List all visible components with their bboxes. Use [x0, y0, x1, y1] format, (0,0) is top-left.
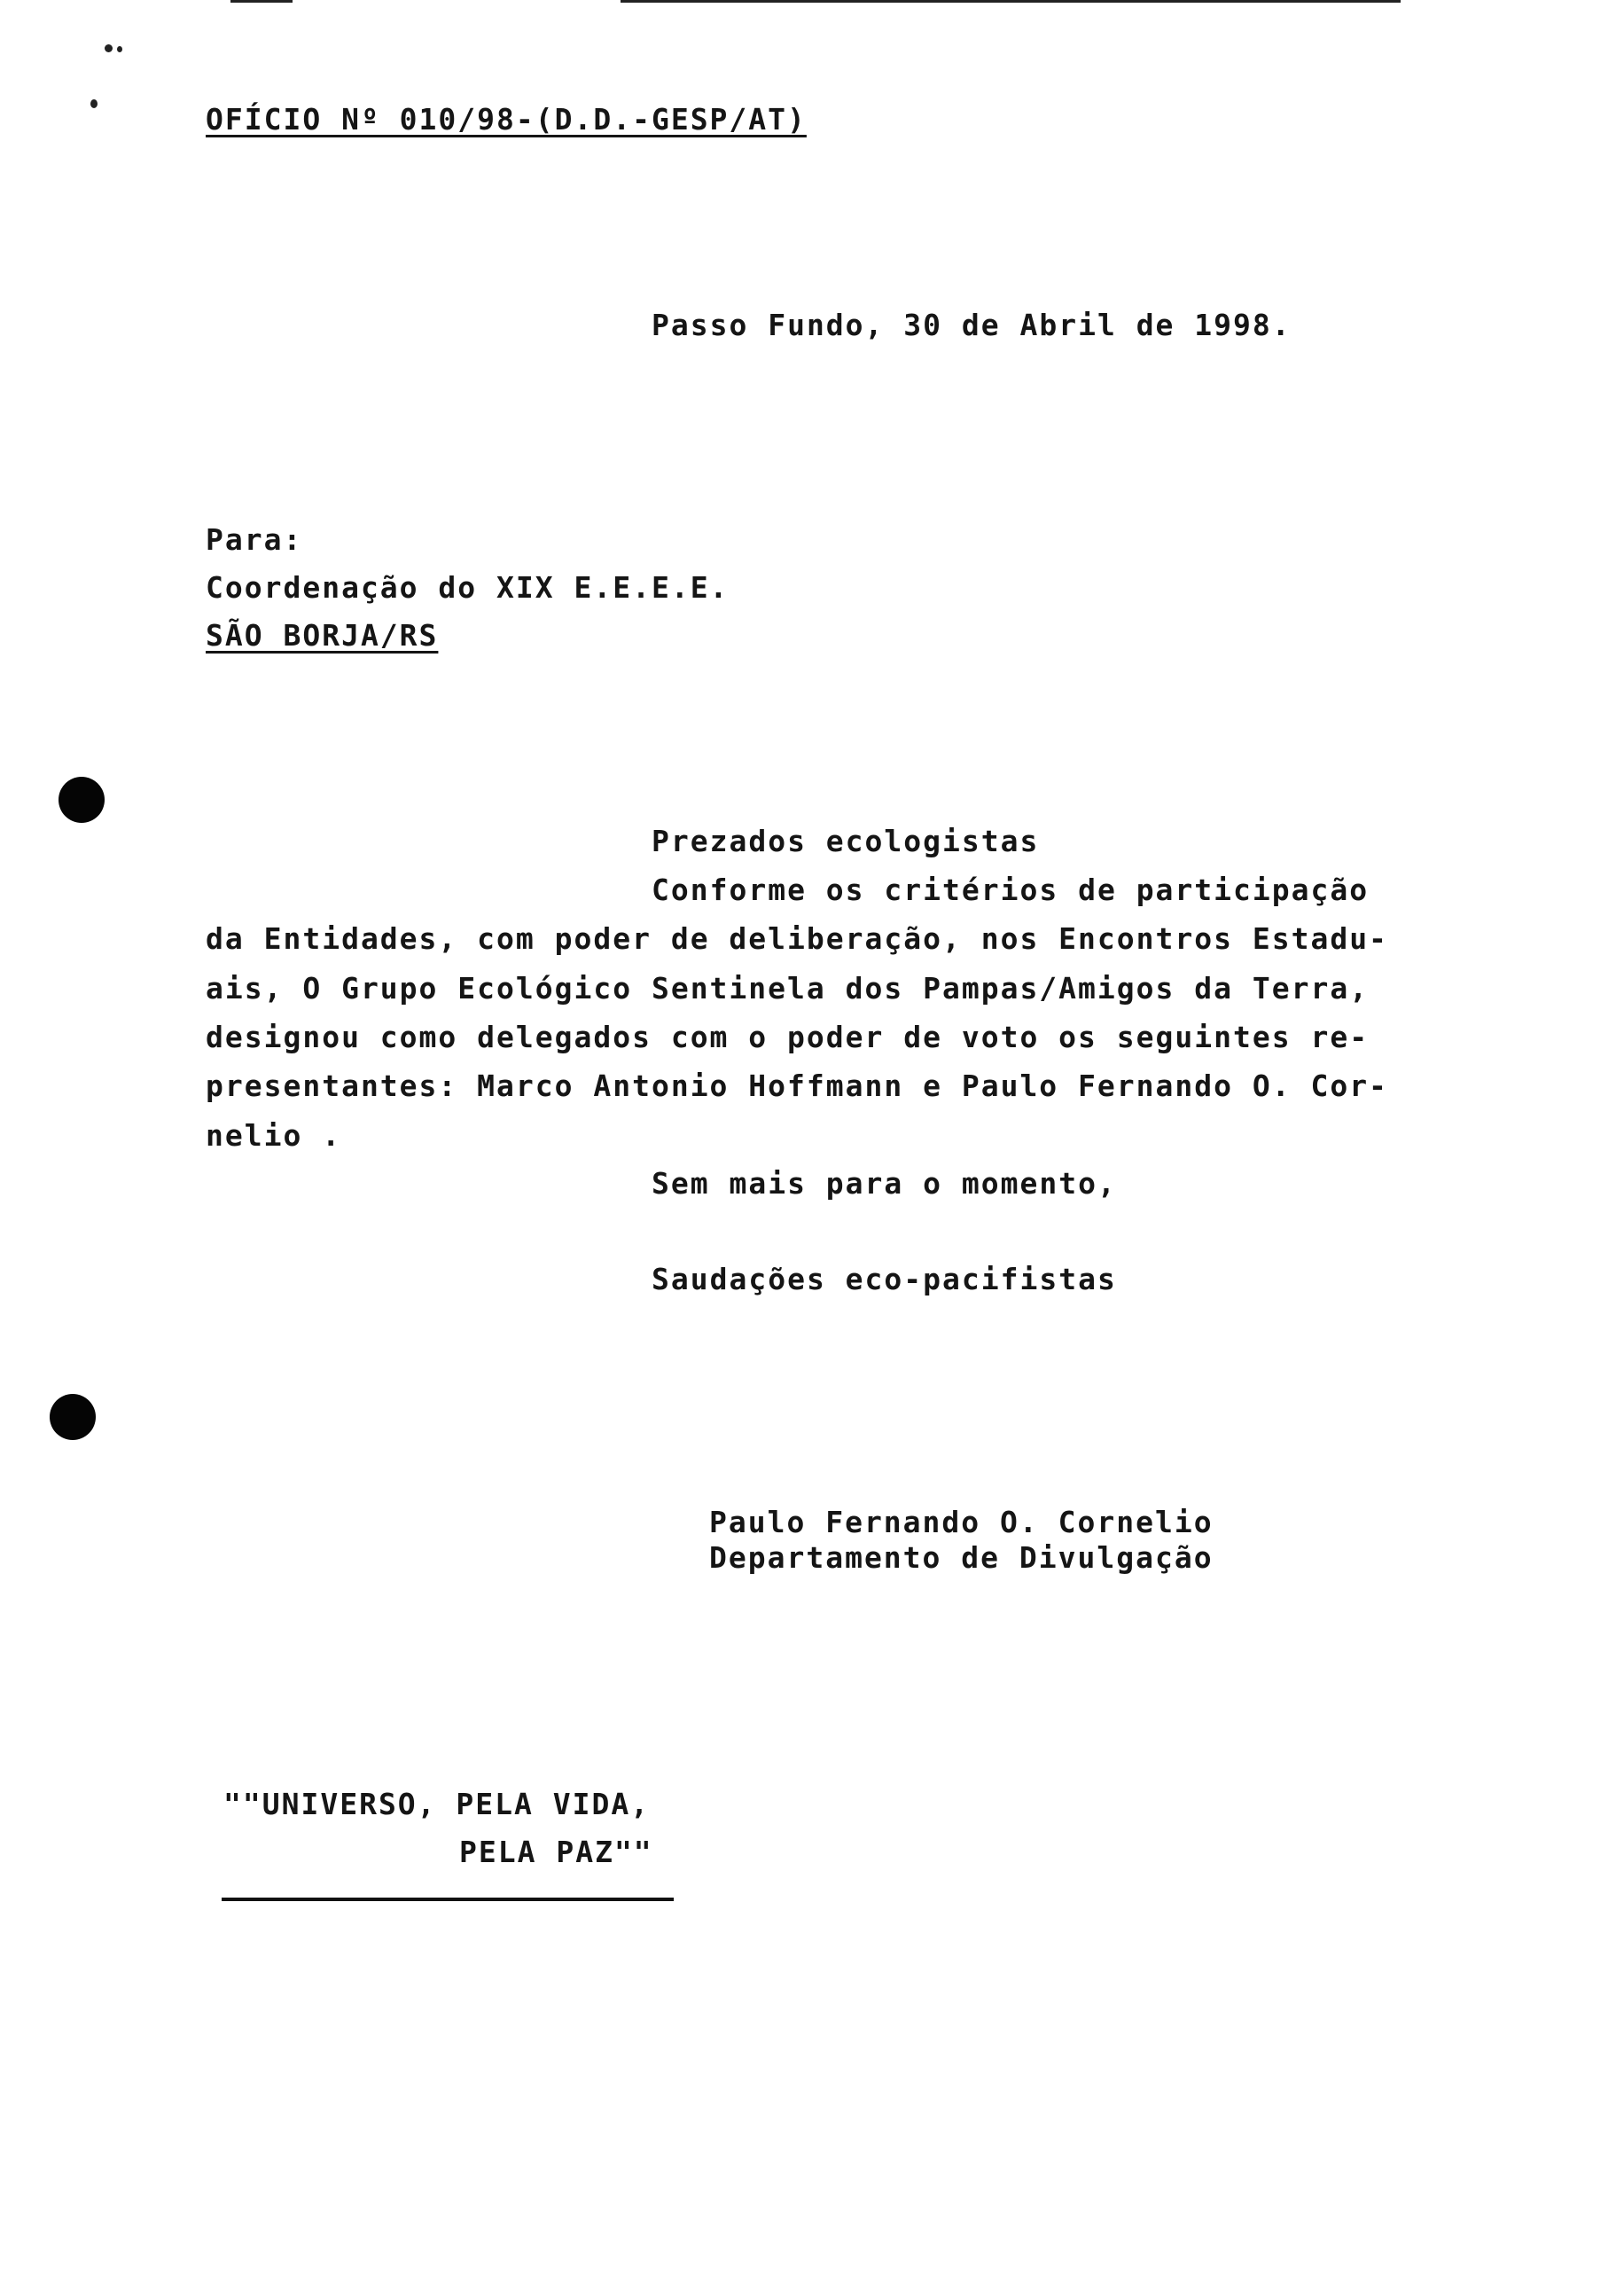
body-line-5: presentantes: Marco Antonio Hoffmann e Paulo Fernando O. Cor-: [206, 1068, 1388, 1103]
signature-name: Paulo Fernando O. Cornelio: [709, 1505, 1214, 1539]
greeting: Prezados ecologistas: [652, 824, 1040, 858]
oficio-number: OFÍCIO Nº 010/98-(D.D.-GESP/AT): [206, 102, 807, 137]
recipient-city: SÃO BORJA/RS: [206, 618, 439, 653]
top-edge-line-right: [621, 0, 1401, 3]
motto-line-1: ""UNIVERSO, PELA VIDA,: [223, 1787, 651, 1821]
top-edge-line-left: [230, 0, 293, 3]
recipient-label: Para:: [206, 522, 303, 557]
punch-hole-lower: [50, 1394, 96, 1440]
body-line-2: da Entidades, com poder de deliberação, nos Encontros Estadu-: [206, 921, 1388, 956]
body-line-1: Conforme os critérios de participação: [652, 873, 1370, 907]
motto-underline: [222, 1898, 674, 1901]
ink-speck: [117, 46, 122, 52]
recipient-name: Coordenação do XIX E.E.E.E.: [206, 570, 730, 605]
closing-line-1: Sem mais para o momento,: [652, 1166, 1117, 1201]
ink-speck: [90, 99, 98, 108]
body-line-6: nelio .: [206, 1118, 342, 1153]
body-line-3: ais, O Grupo Ecológico Sentinela dos Pampas/Amigos da Terra,: [206, 971, 1370, 1006]
motto-line-2: PELA PAZ"": [459, 1835, 653, 1869]
body-line-4: designou como delegados com o poder de voto os seguintes re-: [206, 1020, 1370, 1054]
ink-speck: [105, 44, 113, 52]
date-line: Passo Fundo, 30 de Abril de 1998.: [652, 308, 1292, 342]
signature-department: Departamento de Divulgação: [709, 1540, 1214, 1575]
punch-hole-upper: [59, 777, 105, 823]
closing-line-2: Saudações eco-pacifistas: [652, 1262, 1117, 1296]
